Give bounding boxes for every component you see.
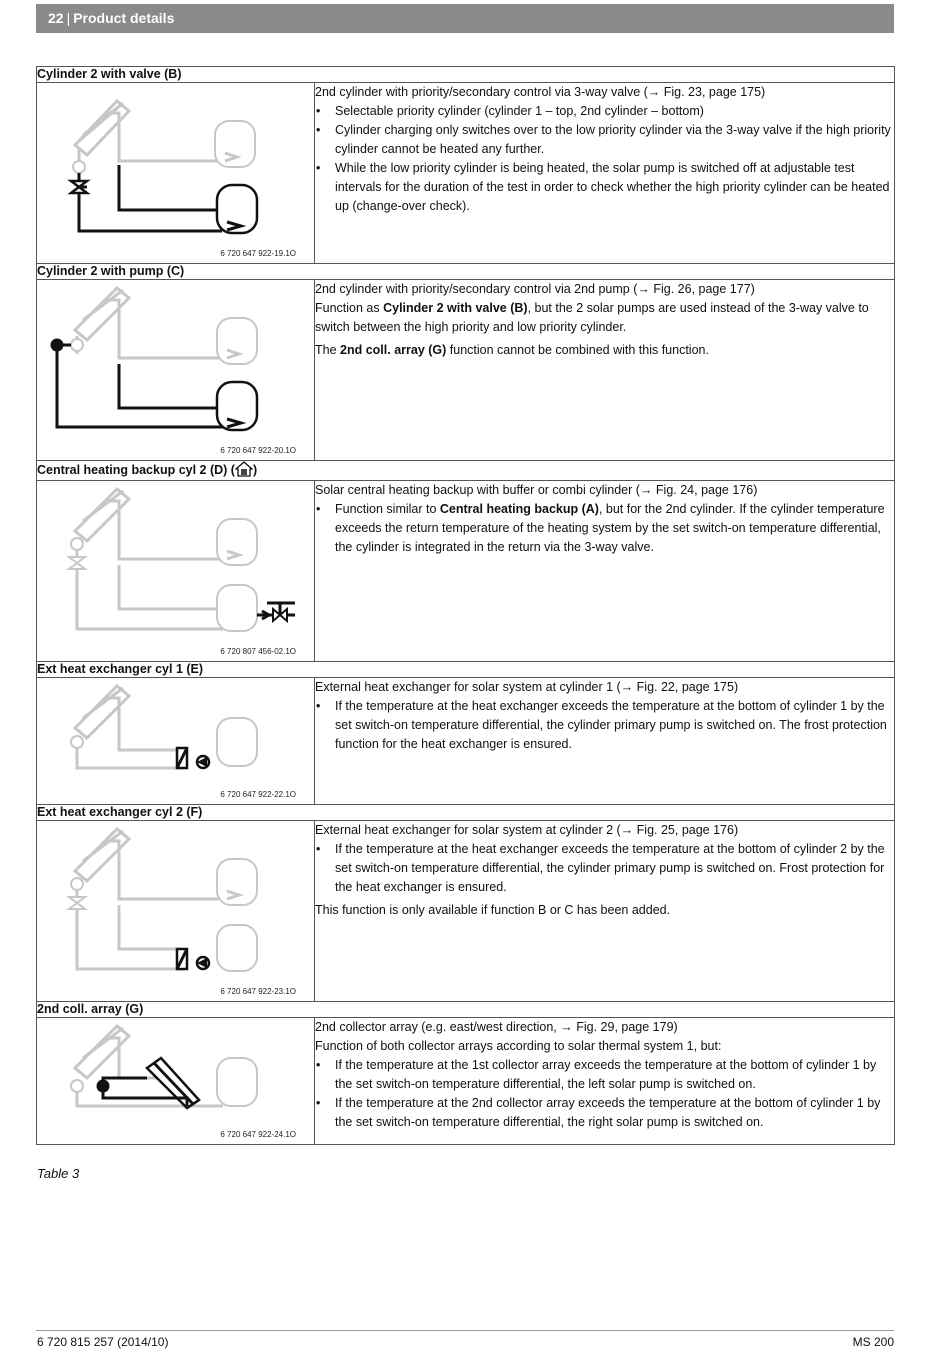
central-heating-house-icon: [235, 461, 253, 480]
bullet-list: [315, 840, 894, 897]
diagram-cylinder-2-valve: [37, 83, 314, 263]
figure-code: 6 720 807 456-02.1O: [220, 647, 296, 656]
section-note: This function is only available if function B or C has been added.: [315, 903, 671, 917]
bullet-list: [315, 1056, 894, 1132]
section-header-row: [37, 805, 895, 821]
footer-product-name: MS 200: [852, 1335, 894, 1349]
section-lead-2: Function of both collector arrays according to solar thermal system 1, but:: [315, 1039, 722, 1053]
section-body-row: [37, 83, 895, 264]
section-title-ext-heat-exchanger-cyl1: Ext heat exchanger cyl 1 (E): [37, 662, 895, 678]
list-item: • While the low priority cylinder is being heated, the solar pump is switched off at adjustable test intervals for the duration of the test in order to check whether the high priority cylinder can be heated up (change-over check).: [315, 159, 894, 216]
section-title-ext-heat-exchanger-cyl2: Ext heat exchanger cyl 2 (F): [37, 805, 895, 821]
bullet-list: [315, 500, 894, 557]
bullet-list: [315, 102, 894, 216]
text-run: The: [315, 343, 341, 357]
section-body-row: [37, 481, 895, 662]
figure-cell: [37, 481, 315, 662]
section-note: [315, 341, 894, 360]
page-title: Product details: [73, 10, 175, 26]
section-header-row: [37, 1002, 895, 1018]
section-body-row: [37, 678, 895, 805]
paren: (: [227, 462, 235, 477]
text-run: , but for the 2nd cylinder. If the cylinder temperature exceeds the return temperature of the heating system by the set switch-on temperature differential, the cylinder is integrated in the return via the 3-way valve.: [335, 502, 885, 554]
figure-code: 6 720 647 922-22.1O: [220, 790, 296, 799]
section-body-row: [37, 280, 895, 461]
section-lead: External heat exchanger for solar system at cylinder 2 (→ Fig. 25, page 176): [315, 823, 739, 837]
section-lead: External heat exchanger for solar system at cylinder 1 (→ Fig. 22, page 175): [315, 680, 739, 694]
list-item: • If the temperature at the 1st collector array exceeds the temperature at the bottom of cylinder 1 by the set switch-on temperature differential, the left solar pump is switched on.: [315, 1056, 894, 1094]
list-item: [315, 500, 894, 557]
description-cell: [315, 821, 895, 1002]
section-body-text: [315, 299, 894, 337]
section-body-row: [37, 821, 895, 1002]
figure-cell: [37, 678, 315, 805]
diagram-cylinder-2-pump: [37, 280, 314, 460]
description-cell: [315, 280, 895, 461]
diagram-central-heating-cyl2: [37, 481, 314, 661]
figure-cell: [37, 280, 315, 461]
text-run: Function similar to: [335, 502, 440, 516]
figure-code: 6 720 647 922-20.1O: [220, 446, 296, 455]
section-title-cylinder-2-pump: Cylinder 2 with pump (C): [37, 264, 895, 280]
section-title-2nd-coll-array: 2nd coll. array (G): [37, 1002, 895, 1018]
page-header: [36, 4, 894, 33]
text-run: , but the 2 solar pumps are used instead of the 3-way valve to switch between the high priority and low priority cylinder.: [315, 301, 869, 334]
section-title-cylinder-2-valve: Cylinder 2 with valve (B): [37, 67, 895, 83]
section-lead: 2nd cylinder with priority/secondary control via 2nd pump (→ Fig. 26, page 177): [315, 282, 755, 296]
section-header-row: [37, 264, 895, 280]
list-item: • If the temperature at the 2nd collector array exceeds the temperature at the bottom of cylinder 1 by the set switch-on temperature differential, the right solar pump is switched on.: [315, 1094, 894, 1132]
text-run: Function as: [315, 301, 384, 315]
table-caption: Table 3: [37, 1166, 80, 1181]
diagram-2nd-coll-array: [37, 1018, 314, 1144]
paren: ): [252, 462, 258, 477]
bold-reference: Central heating backup (A): [439, 502, 599, 516]
list-item: • Cylinder charging only switches over to the low priority cylinder via the 3-way valve if the high priority cylinder cannot be heated any further.: [315, 121, 894, 159]
list-item: • Selectable priority cylinder (cylinder 1 – top, 2nd cylinder – bottom): [315, 102, 894, 121]
list-item: • If the temperature at the heat exchanger exceeds the temperature at the bottom of cylinder 1 by the set switch-on temperature differential, the cylinder primary pump is switched on. The frost protection function for the heat exchanger is ensured.: [315, 697, 894, 754]
section-title-text: Central heating backup cyl 2 (D): [37, 462, 228, 477]
figure-code: 6 720 647 922-24.1O: [220, 1130, 296, 1139]
section-header-row: [37, 662, 895, 678]
bold-reference: Cylinder 2 with valve (B): [383, 301, 528, 315]
page-number: 22: [48, 10, 64, 26]
section-body-row: [37, 1018, 895, 1145]
section-lead: Solar central heating backup with buffer or combi cylinder (→ Fig. 24, page 176): [315, 483, 758, 497]
figure-cell: [37, 821, 315, 1002]
section-title-central-heating-cyl2: [37, 461, 895, 481]
product-details-table: [36, 66, 895, 1145]
figure-cell: [37, 83, 315, 264]
section-lead: 2nd collector array (e.g. east/west direction, → Fig. 29, page 179): [315, 1020, 678, 1034]
figure-cell: [37, 1018, 315, 1145]
section-header-row: [37, 461, 895, 481]
description-cell: [315, 678, 895, 805]
header-separator: |: [66, 10, 71, 26]
description-cell: [315, 1018, 895, 1145]
bold-reference: 2nd coll. array (G): [340, 343, 447, 357]
figure-code: 6 720 647 922-19.1O: [220, 249, 296, 258]
footer-document-number: 6 720 815 257 (2014/10): [37, 1335, 169, 1349]
section-lead: 2nd cylinder with priority/secondary control via 3-way valve (→ Fig. 23, page 175): [315, 85, 766, 99]
list-item: • If the temperature at the heat exchanger exceeds the temperature at the bottom of cylinder 2 by the set switch-on temperature differential, the cylinder primary pump is switched on. Frost protection for the heat exchanger is ensured.: [315, 840, 894, 897]
section-header-row: [37, 67, 895, 83]
bullet-list: [315, 697, 894, 754]
footer-divider: [36, 1330, 894, 1331]
diagram-ext-heat-exchanger-cyl1: [37, 678, 314, 804]
header-text: [48, 10, 174, 26]
description-cell: [315, 83, 895, 264]
diagram-ext-heat-exchanger-cyl2: [37, 821, 314, 1001]
description-cell: [315, 481, 895, 662]
text-run: function cannot be combined with this function.: [446, 343, 709, 357]
figure-code: 6 720 647 922-23.1O: [220, 987, 296, 996]
